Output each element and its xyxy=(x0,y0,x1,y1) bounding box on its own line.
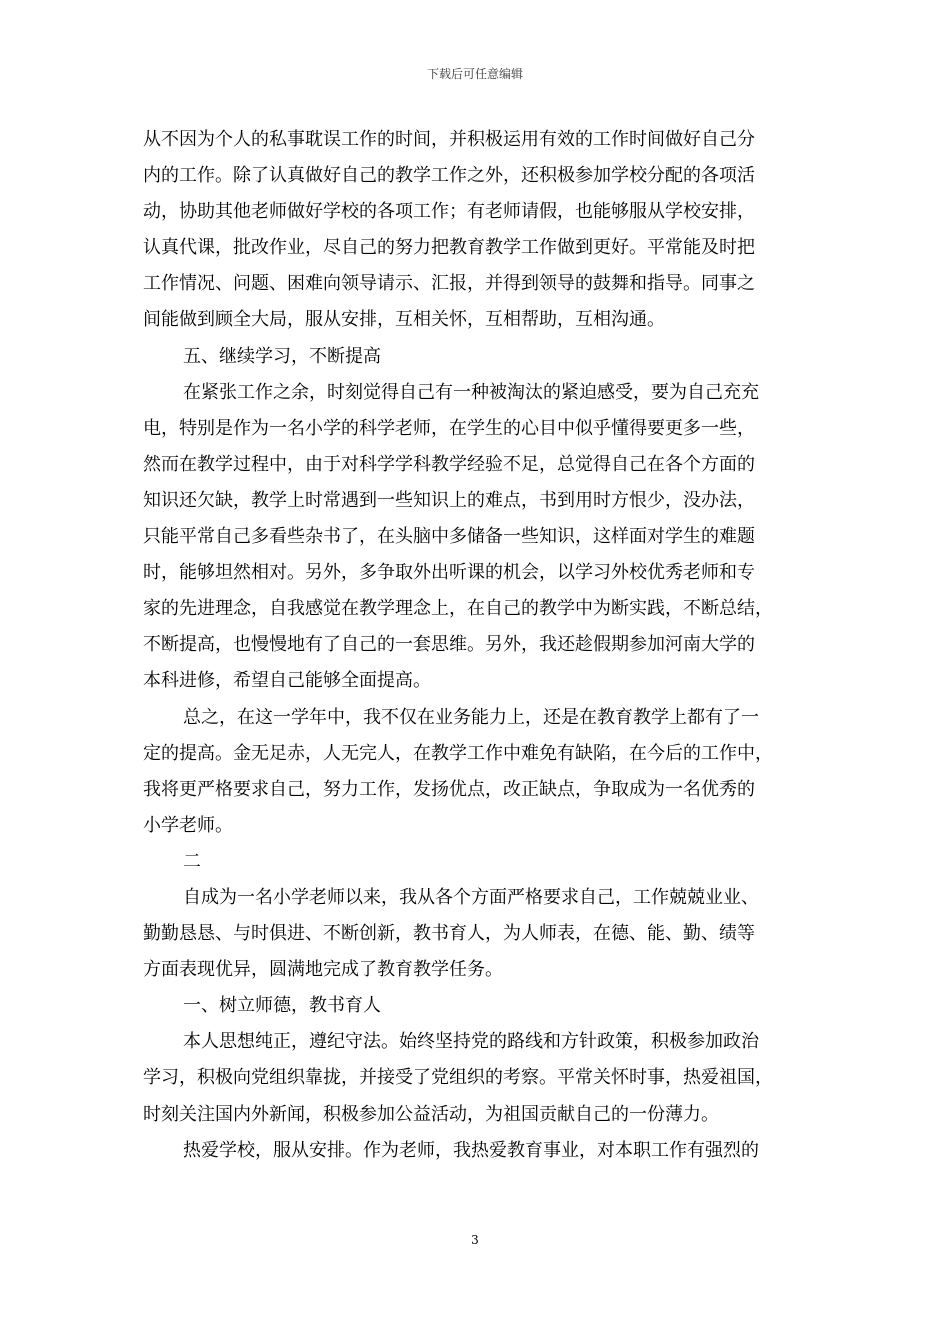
text-line: 认真代课，批改作业，尽自己的努力把教育教学工作做到更好。平常能及时把 xyxy=(143,237,755,259)
text-line: 一、树立师德，教书育人 xyxy=(183,995,381,1017)
text-line: 电，特别是作为一名小学的科学老师，在学生的心目中似乎懂得要更多一些， xyxy=(143,417,755,439)
text-line: 只能平常自己多看些杂书了，在头脑中多储备一些知识，这样面对学生的难题 xyxy=(143,526,755,548)
text-line: 本科进修，希望自己能够全面提高。 xyxy=(143,670,431,692)
text-line: 热爱学校，服从安排。作为老师，我热爱教育事业，对本职工作有强烈的 xyxy=(183,1139,759,1161)
text-line: 定的提高。金无足赤，人无完人，在教学工作中难免有缺陷，在今后的工作中， xyxy=(143,742,773,764)
text-line: 间能做到顾全大局，服从安排，互相关怀，互相帮助，互相沟通。 xyxy=(143,309,665,331)
text-line: 家的先进理念，自我感觉在教学理念上，在自己的教学中为断实践，不断总结， xyxy=(143,598,773,620)
document-body xyxy=(143,122,813,1169)
text-line: 知识还欠缺，教学上时常遇到一些知识上的难点，书到用时方恨少，没办法， xyxy=(143,489,755,511)
text-line: 小学老师。 xyxy=(143,814,233,836)
text-line: 方面表现优异，圆满地完成了教育教学任务。 xyxy=(143,959,503,981)
text-line: 五、继续学习，不断提高 xyxy=(183,345,381,367)
text-line: 我将更严格要求自己，努力工作，发扬优点，改正缺点，争取成为一名优秀的 xyxy=(143,778,755,800)
text-line: 不断提高，也慢慢地有了自己的一套思维。另外，我还趁假期参加河南大学的 xyxy=(143,634,755,656)
text-line: 在紧张工作之余，时刻觉得自己有一种被淘汰的紧迫感受，要为自己充充 xyxy=(183,381,759,403)
text-line: 然而在教学过程中，由于对科学学科教学经验不足，总觉得自己在各个方面的 xyxy=(143,453,755,475)
text-line: 自成为一名小学老师以来，我从各个方面严格要求自己，工作兢兢业业、 xyxy=(183,886,759,908)
text-line: 总之，在这一学年中，我不仅在业务能力上，还是在教育教学上都有了一 xyxy=(183,706,759,728)
text-line: 工作情况、问题、困难向领导请示、汇报，并得到领导的鼓舞和指导。同事之 xyxy=(143,273,755,295)
page-number: 3 xyxy=(471,1233,479,1247)
text-line: 勤勤恳恳、与时俱进、不断创新，教书育人，为人师表，在德、能、勤、绩等 xyxy=(143,923,755,945)
text-line: 时，能够坦然相对。另外，多争取外出听课的机会，以学习外校优秀老师和专 xyxy=(143,562,755,584)
text-line: 时刻关注国内外新闻，积极参加公益活动，为祖国贡献自己的一份薄力。 xyxy=(143,1103,719,1125)
text-line: 本人思想纯正，遵纪守法。始终坚持党的路线和方针政策，积极参加政治 xyxy=(183,1031,759,1053)
text-line: 学习，积极向党组织靠拢，并接受了党组织的考察。平常关怀时事，热爱祖国， xyxy=(143,1067,773,1089)
text-line: 从不因为个人的私事耽误工作的时间，并积极运用有效的工作时间做好自己分 xyxy=(143,129,755,150)
page-header: 下载后可任意编辑 xyxy=(426,67,523,81)
text-line: 内的工作。除了认真做好自己的教学工作之外，还积极参加学校分配的各项活 xyxy=(143,165,755,187)
text-line: 二 xyxy=(183,850,201,872)
text-line: 动，协助其他老师做好学校的各项工作；有老师请假，也能够服从学校安排， xyxy=(143,201,755,223)
